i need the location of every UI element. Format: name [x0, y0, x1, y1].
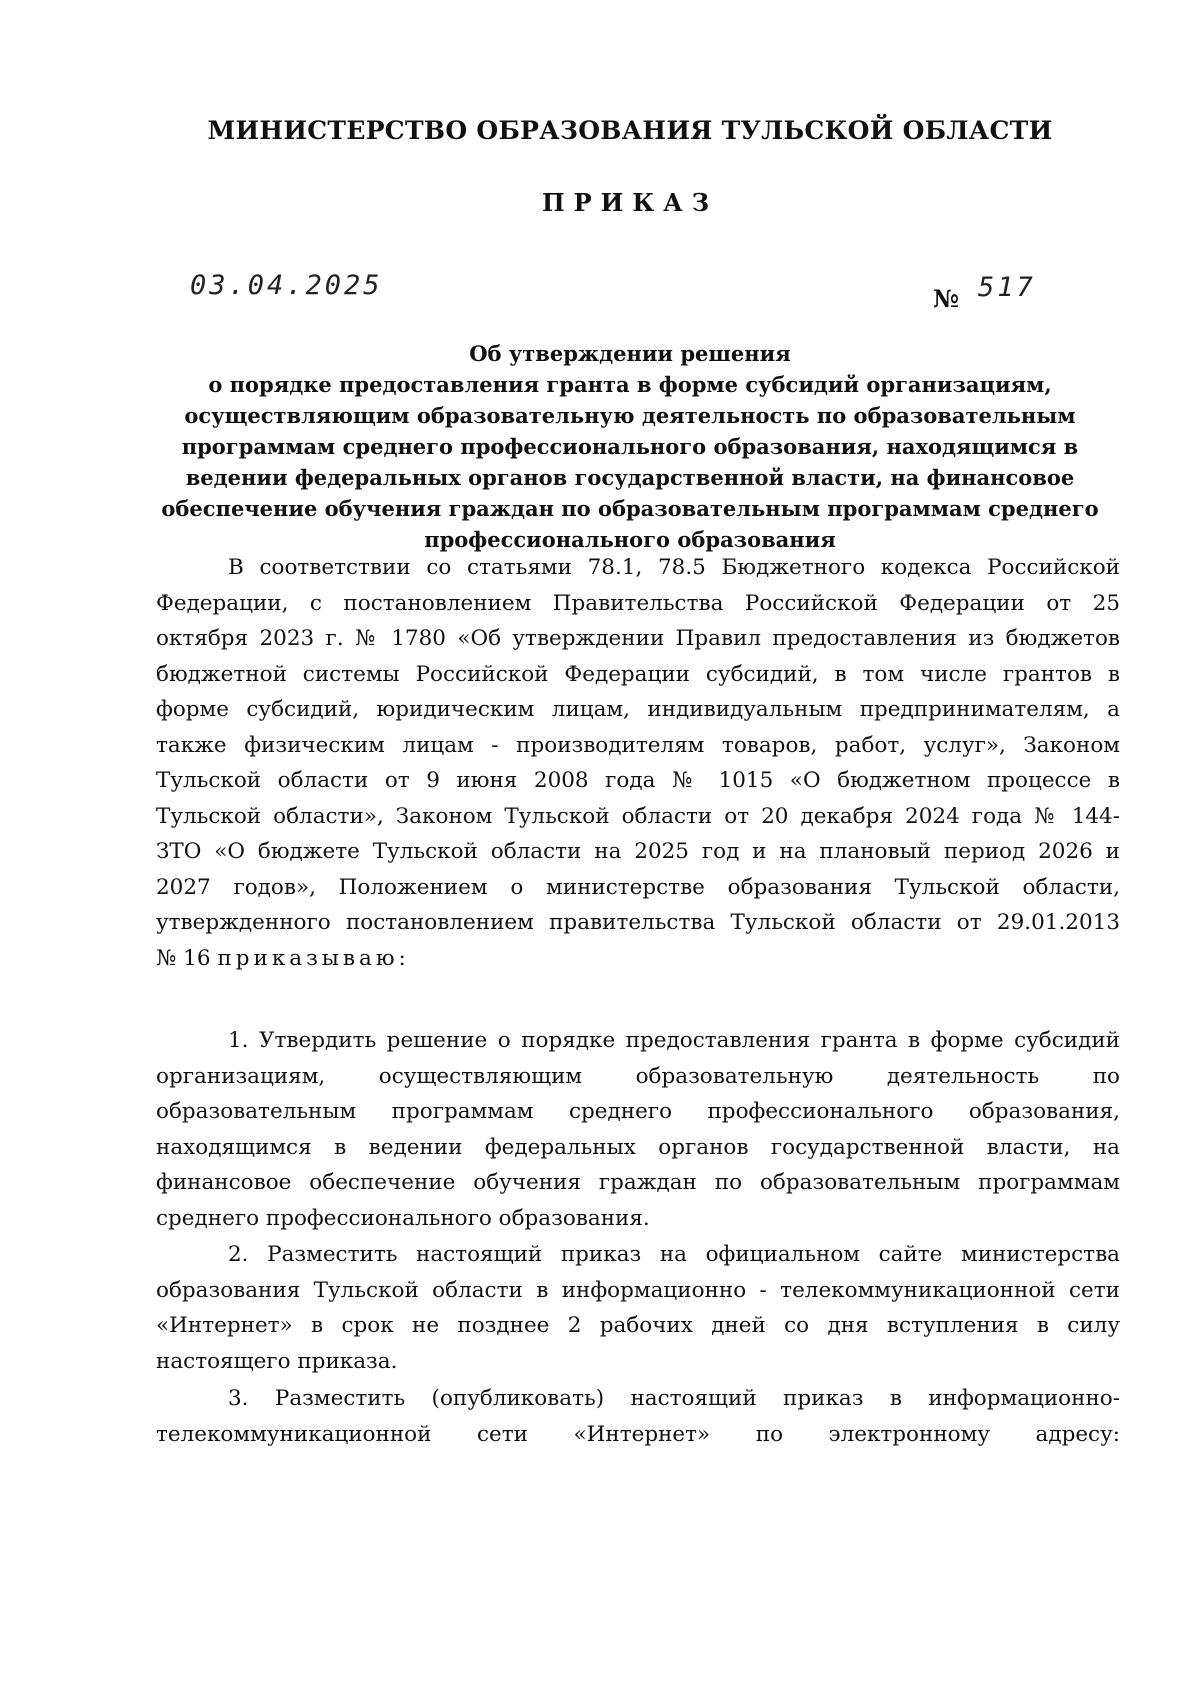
item-1-line: 1. Утвердить решение о порядке предоставления гранта в форме субсидий: [228, 1028, 1120, 1053]
title-line: программам среднего профессионального образования, находящимся в: [181, 434, 1079, 459]
item-2-line: 2. Разместить настоящий приказ на официальном сайте министерства: [228, 1242, 1120, 1267]
item-1-line: среднего профессионального образования.: [156, 1205, 650, 1231]
item-3: [156, 1381, 1120, 1452]
resolution-number: № 16: [156, 945, 211, 971]
item-2: [156, 1237, 1120, 1379]
preamble-line: Тульской области от 9 июня 2008 года № 1015 «О бюджетном процессе в: [156, 768, 1120, 793]
preamble-line: форме субсидий, юридическим лицам, индивидуальным предпринимателям, а: [156, 697, 1120, 722]
title-line: Об утверждении решения: [469, 341, 791, 366]
ministry-name: МИНИСТЕРСТВО ОБРАЗОВАНИЯ ТУЛЬСКОЙ ОБЛАСТИ: [207, 116, 1053, 145]
preamble-line: октября 2023 г. № 1780 «Об утверждении Правил предоставления из бюджетов: [156, 626, 1120, 651]
preamble-line: 2027 годов», Положением о министерстве образования Тульской области,: [156, 874, 1120, 900]
item-1-line: находящимся в ведении федеральных органов государственной власти, на: [156, 1134, 1120, 1160]
preamble-line: Тульской области», Законом Тульской области от 20 декабря 2024 года № 144-: [156, 803, 1120, 829]
item-2-line: настоящего приказа.: [156, 1348, 398, 1374]
preamble-line: Федерации, с постановлением Правительства Российской Федерации от 25: [156, 590, 1120, 616]
preamble: [156, 550, 1120, 976]
item-1-line: финансовое обеспечение обучения граждан по образовательным программам: [156, 1170, 1120, 1195]
title-line: осуществляющим образовательную деятельность по образовательным: [184, 403, 1076, 428]
preamble-line: [156, 941, 1120, 977]
item-1-line: образовательным программам среднего профессионального образования,: [156, 1099, 1120, 1124]
item-2-line: образования Тульской области в информационно - телекоммуникационной сети: [156, 1277, 1120, 1303]
title-line: о порядке предоставления гранта в форме субсидий организациям,: [208, 372, 1052, 397]
title-line: обеспечение обучения граждан по образовательным программам среднего: [161, 496, 1099, 521]
item-1: [156, 1023, 1120, 1236]
order-number-label: №: [933, 284, 960, 313]
title-line: профессионального образования: [424, 527, 836, 552]
title-line: ведении федеральных органов государственной власти, на финансовое: [185, 465, 1075, 490]
item-3-line: 3. Разместить (опубликовать) настоящий приказ в информационно-: [228, 1386, 1120, 1411]
preamble-line: бюджетной системы Российской Федерации субсидий, в том числе грантов в: [156, 661, 1120, 687]
preamble-line: В соответствии со статьями 78.1, 78.5 Бюджетного кодекса Российской: [228, 555, 1120, 580]
order-number: 517: [978, 272, 1036, 303]
preamble-line: ЗТО «О бюджете Тульской области на 2025 год и на плановый период 2026 и: [156, 839, 1120, 864]
preamble-line: утвержденного постановлением правительства Тульской области от 29.01.2013: [156, 910, 1120, 935]
item-1-line: организациям, осуществляющим образовательную деятельность по: [156, 1063, 1120, 1089]
item-3-line: телекоммуникационной сети «Интернет» по электронному адресу:: [156, 1421, 1120, 1447]
order-date: 03.04.2025: [190, 270, 383, 301]
item-2-line: «Интернет» в срок не позднее 2 рабочих дней со дня вступления в силу: [156, 1313, 1120, 1338]
document-title: [150, 338, 1110, 555]
resolution-word: приказываю:: [217, 945, 410, 971]
preamble-line: также физическим лицам - производителям товаров, работ, услуг», Законом: [156, 732, 1120, 758]
document-type: ПРИКАЗ: [541, 188, 719, 217]
